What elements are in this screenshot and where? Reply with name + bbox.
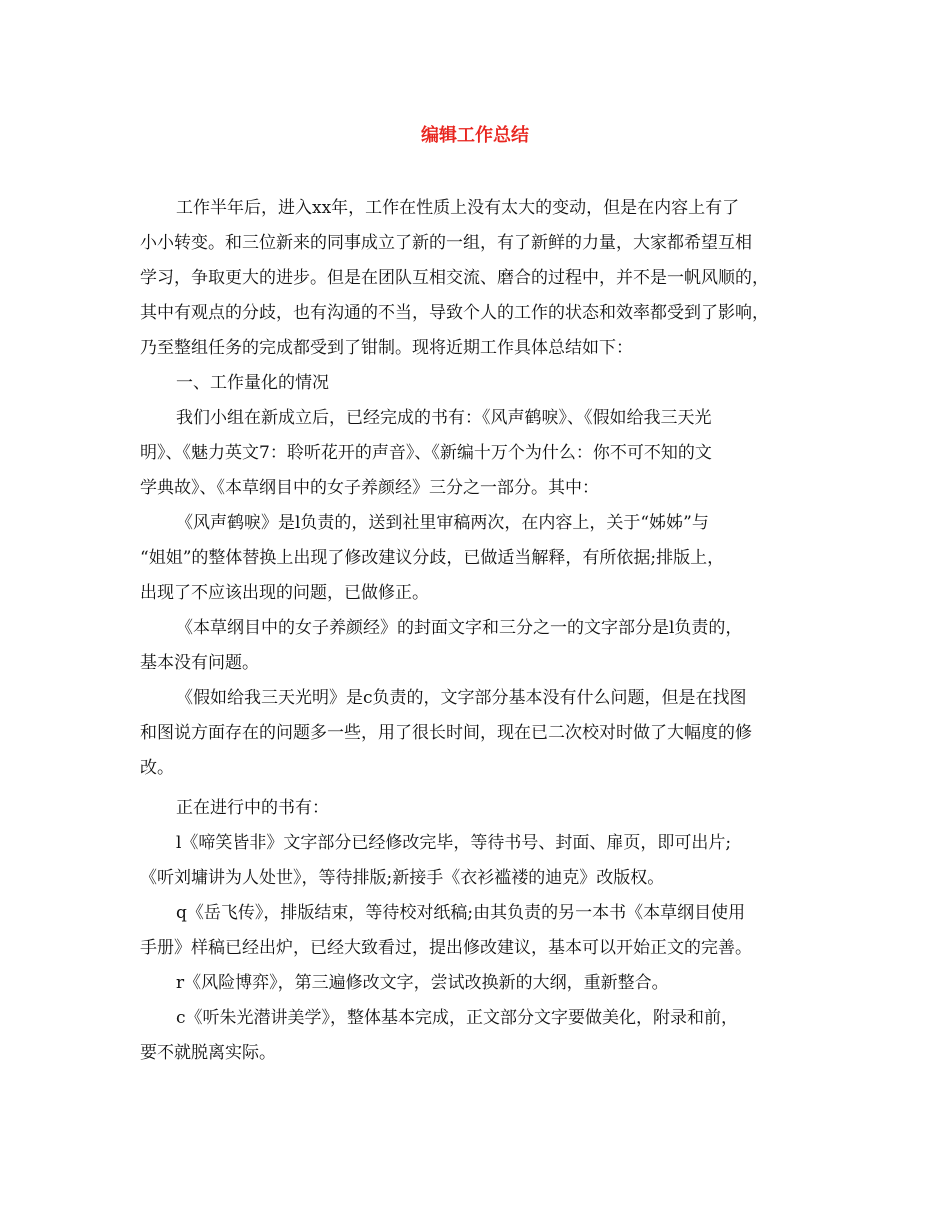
paragraph-line: 明》、《魅力英文7：聆听花开的声音》、《新编十万个为什么：你不可不知的文 xyxy=(140,443,712,463)
section-heading: 一、工作量化的情况 xyxy=(176,373,329,393)
paragraph-line: 《听刘墉讲为人处世》，等待排版;新接手《衣衫褴褛的迪克》改版权。 xyxy=(140,868,665,888)
paragraph-line: 改。 xyxy=(140,758,174,778)
paragraph-line: 其中有观点的分歧，也有沟通的不当，导致个人的工作的状态和效率都受到了影响， xyxy=(140,303,769,323)
paragraph-line: 出现了不应该出现的问题，已做修正。 xyxy=(140,583,429,603)
paragraph-line: c《听朱光潜讲美学》，整体基本完成，正文部分文字要做美化，附录和前， xyxy=(176,1008,739,1028)
document-title: 编辑工作总结 xyxy=(421,125,529,146)
paragraph-line: 要不就脱离实际。 xyxy=(140,1043,276,1063)
paragraph-line: 学典故》、《本草纲目中的女子养颜经》三分之一部分。其中： xyxy=(140,478,599,498)
paragraph-line: 《风声鹤唳》是l负责的，送到社里审稿两次，在内容上，关于“姊姊”与 xyxy=(176,513,709,533)
paragraph-line: 《本草纲目中的女子养颜经》的封面文字和三分之一的文字部分是l负责的， xyxy=(176,618,743,638)
paragraph-line: 正在进行中的书有： xyxy=(176,798,329,818)
paragraph-line: 手册》样稿已经出炉，已经大致看过，提出修改建议，基本可以开始正文的完善。 xyxy=(140,938,752,958)
paragraph-line: r《风险博弈》，第三遍修改文字，尝试改换新的大纲，重新整合。 xyxy=(176,973,669,993)
paragraph-line: 乃至整组任务的完成都受到了钳制。现将近期工作具体总结如下： xyxy=(140,338,633,358)
paragraph-line: 工作半年后，进入xx年，工作在性质上没有太大的变动，但是在内容上有了 xyxy=(176,198,740,218)
paragraph-line: 我们小组在新成立后，已经完成的书有：《风声鹤唳》、《假如给我三天光 xyxy=(176,408,712,428)
paragraph-line: 和图说方面存在的问题多一些，用了很长时间，现在已二次校对时做了大幅度的修 xyxy=(140,723,752,743)
paragraph-line: 基本没有问题。 xyxy=(140,653,259,673)
paragraph-line: 学习，争取更大的进步。但是在团队互相交流、磨合的过程中，并不是一帆风顺的， xyxy=(140,268,769,288)
paragraph-line: 《假如给我三天光明》是c负责的，文字部分基本没有什么问题，但是在找图 xyxy=(176,688,747,708)
paragraph-line: 小小转变。和三位新来的同事成立了新的一组，有了新鲜的力量，大家都希望互相 xyxy=(140,233,752,253)
paragraph-line: l《啼笑皆非》文字部分已经修改完毕，等待书号、封面、扉页，即可出片; xyxy=(176,833,732,853)
paragraph-line: q《岳飞传》，排版结束，等待校对纸稿;由其负责的另一本书《本草纲目使用 xyxy=(176,903,746,923)
paragraph-line: “姐姐”的整体替换上出现了修改建议分歧，已做适当解释，有所依据;排版上， xyxy=(140,548,725,568)
